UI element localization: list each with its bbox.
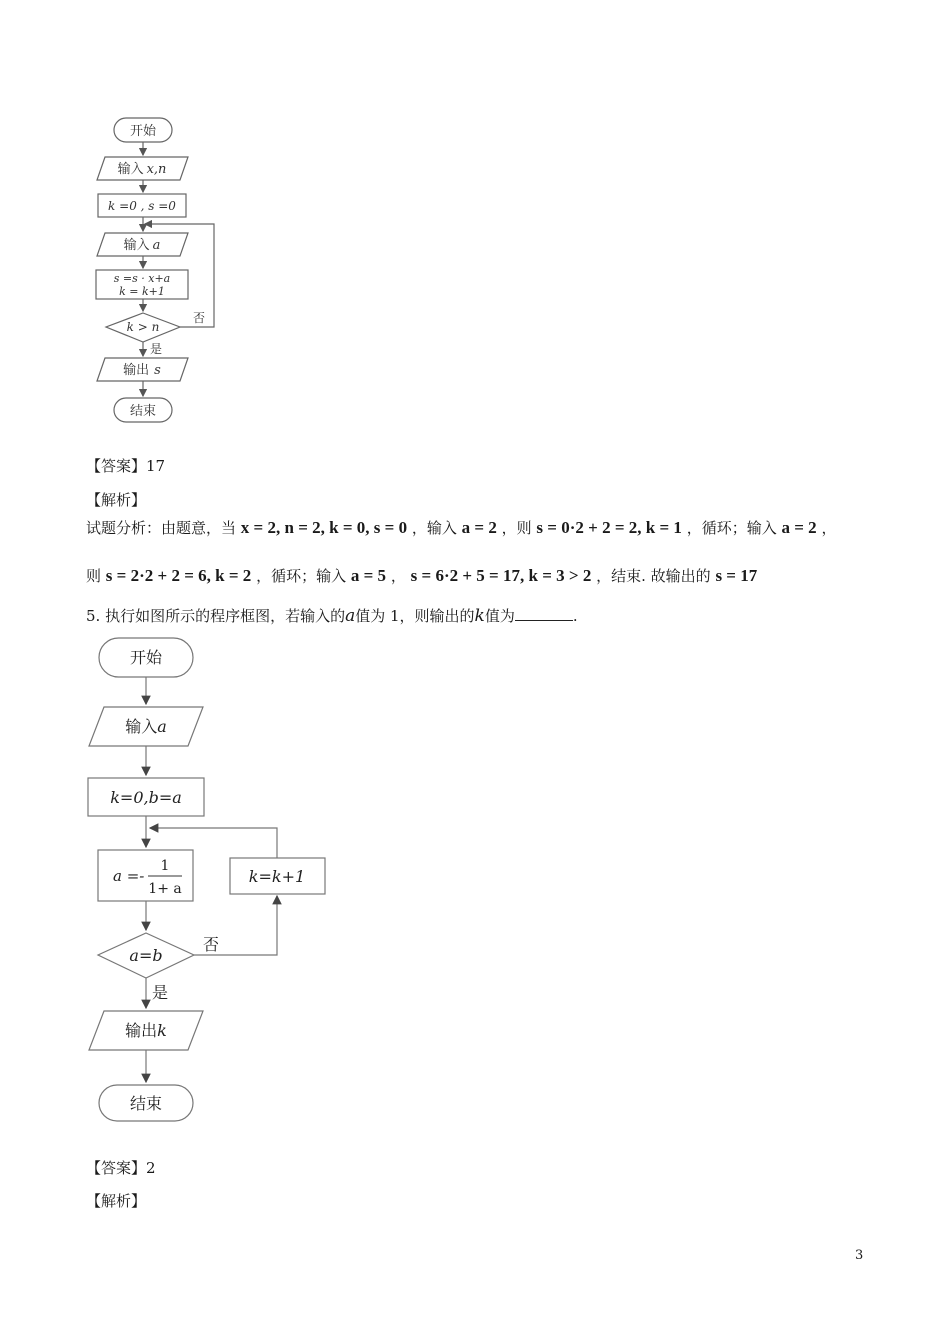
flow2-condition-label: a=b [129,946,163,965]
q5-suffix: 值为 [484,607,515,625]
q5-end: . [572,607,578,625]
q5-var-a: a [345,606,356,626]
a4l2-prefix: 则 [86,567,102,585]
flow1-yes-label: 是 [150,342,163,356]
a4l2-text1: ，循环；输入 [256,567,347,585]
flow1-start-label: 开始 [129,124,157,139]
a4l1-math3: s = 0·2 + 2 = 2, k = 1 [536,518,682,537]
flow2-no-label: 否 [203,935,220,954]
q5-var-k: k [474,606,485,626]
flow1-update-line2: k = k+1 [119,285,165,298]
flow1-update-line1: s =s · x+a [113,272,171,285]
flow2-output-label: 输出k [125,1021,167,1040]
flow1-end-label: 结束 [129,404,157,419]
answer-5 [86,1157,156,1178]
a4l2-math4: s = 17 [715,566,758,585]
flow2-frac-den: 1+ a [148,881,182,897]
analysis-5-label: 【解析】 [86,1192,147,1210]
flow1-input-xn-label: 输入 x,n [117,162,167,177]
answer-5-value: 2 [146,1159,156,1177]
flow2-inc-label: k=k+1 [248,867,306,886]
a4l1-math4: a = 2 [781,518,817,537]
a4l1-text4: ， [821,519,837,537]
page-number: 3 [855,1248,864,1263]
a4l1-prefix: 试题分析：由题意，当 [86,519,237,537]
flow1-input-a-label: 输入 a [123,238,161,253]
answer-4-value: 17 [146,457,166,475]
a4l1-text1: ，输入 [411,519,457,537]
flow2-start-label: 开始 [129,648,163,667]
a4l2-text3: ，结束. 故输出的 [596,567,711,585]
flow1-condition-label: k > n [126,320,160,334]
a4l2-text2: ， [390,567,406,585]
a4l2-math2: a = 5 [350,566,387,585]
analysis-4-label: 【解析】 [86,491,147,509]
answer-5-label: 【答案】 [86,1159,147,1177]
a4l2-math1: s = 2·2 + 2 = 6, k = 2 [105,566,252,585]
flow2-yes-label: 是 [152,983,169,1002]
q5-answer-blank [515,606,573,621]
answer-4-label: 【答案】 [86,457,147,475]
flow1-output-label: 输出 s [123,363,161,378]
a4l1-math2: a = 2 [461,518,497,537]
flow1-no-label: 否 [193,311,206,325]
a4l1-text2: ，则 [501,519,532,537]
q5-mid: 值为 1，则输出的 [355,607,475,625]
a4l1-math1: x = 2, n = 2, k = 0, s = 0 [240,518,408,537]
flow1-init-label: k =0 , s =0 [108,199,176,213]
a4l2-math3: s = 6·2 + 5 = 17, k = 3 > 2 [410,566,592,585]
flow2-init-label: k=0,b=a [110,788,182,807]
flow2-frac-num: 1 [160,858,170,874]
flowchart-2 [0,0,360,1140]
flow2-assign-lhs: a =- [113,867,145,885]
q5-prefix: 5. 执行如图所示的程序框图，若输入的 [86,607,346,625]
flow2-end-label: 结束 [129,1094,163,1113]
a4l1-text3: ，循环；输入 [686,519,777,537]
flow2-input-label: 输入a [125,717,167,736]
